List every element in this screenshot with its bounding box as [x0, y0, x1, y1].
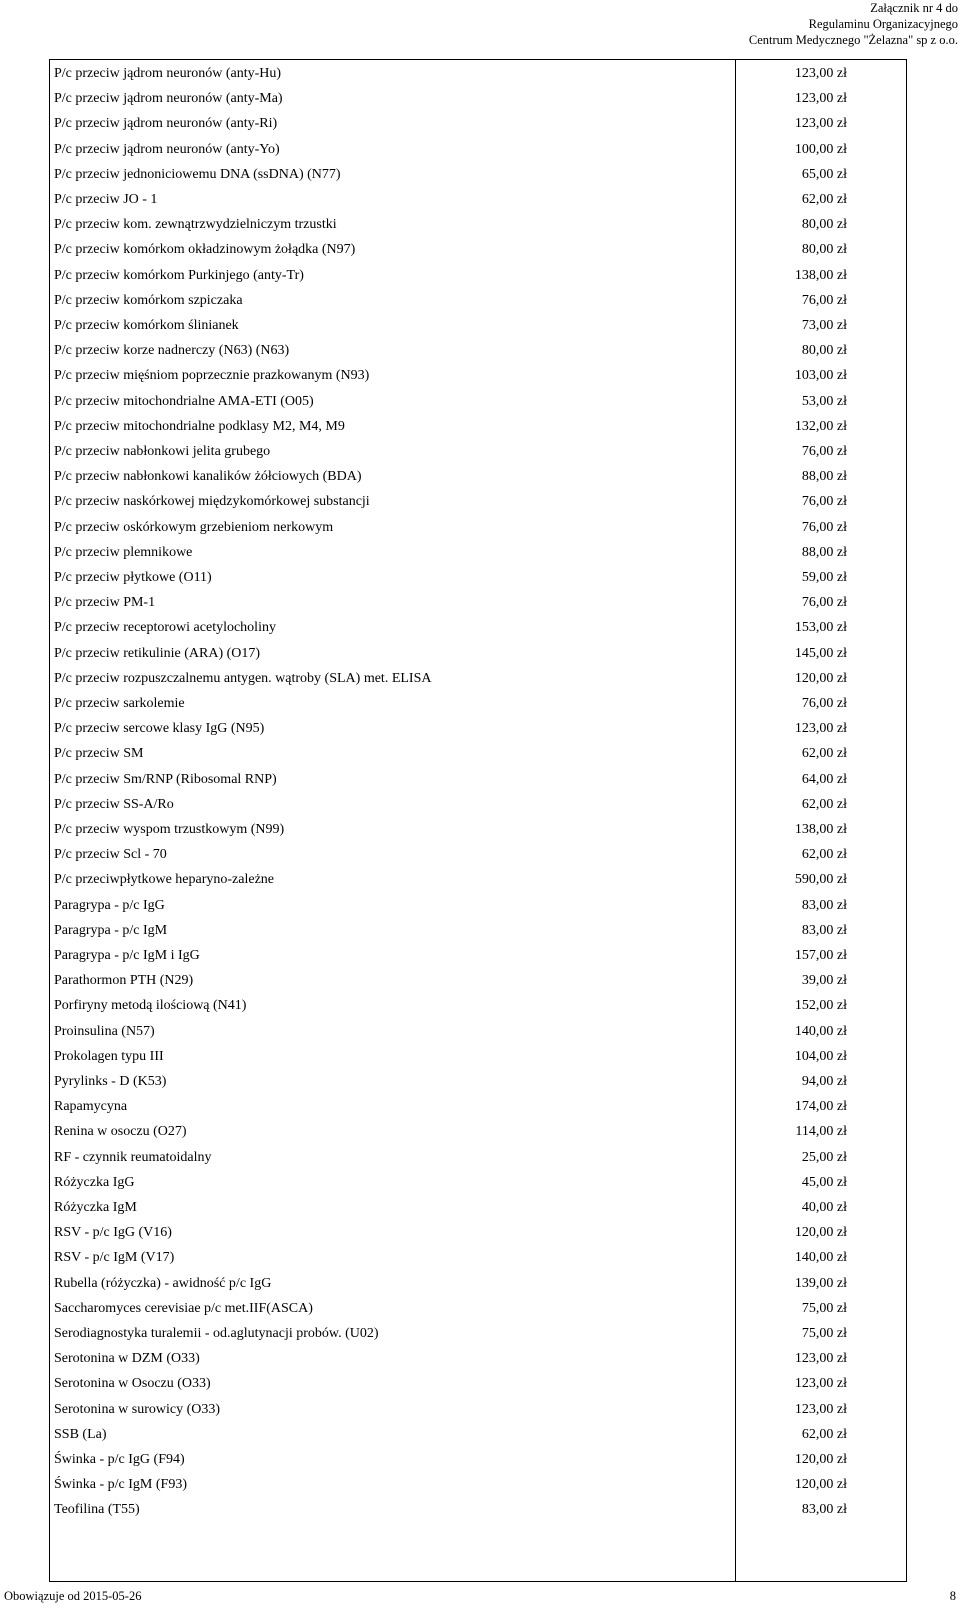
- test-price: 120,00 zł: [794, 670, 847, 686]
- table-row: [52, 389, 907, 414]
- table-row: [52, 918, 907, 943]
- table-row: [52, 187, 907, 212]
- test-price: 75,00 zł: [801, 1326, 847, 1341]
- table-row: [52, 1497, 907, 1522]
- test-price: 120,00 zł: [794, 1452, 847, 1467]
- table-row: [52, 993, 907, 1018]
- test-price: 76,00 zł: [801, 519, 847, 535]
- test-price: 157,00 zł: [794, 948, 847, 963]
- test-price: 103,00 zł: [794, 368, 847, 384]
- test-price: 139,00 zł: [794, 1275, 847, 1291]
- test-price: 152,00 zł: [794, 998, 847, 1014]
- test-price: 59,00 zł: [801, 570, 847, 585]
- test-name: Świnka - p/c IgG (F94): [54, 1452, 185, 1467]
- table-row: [52, 1271, 907, 1296]
- table-row: [52, 867, 907, 892]
- table-row: [52, 641, 907, 666]
- test-price: 25,00 zł: [801, 1149, 847, 1165]
- test-name: Proinsulina (N57): [54, 1023, 155, 1039]
- test-price: 140,00 zł: [794, 1023, 847, 1039]
- test-price: 83,00 zł: [801, 1502, 847, 1518]
- table-row: [52, 111, 907, 136]
- table-row: [52, 61, 907, 86]
- test-name: P/c przeciw wyspom trzustkowym (N99): [54, 822, 285, 837]
- test-name: Serodiagnostyka turalemii - od.aglutynacji probów. (U02): [54, 1326, 379, 1341]
- table-row: [52, 1296, 907, 1321]
- table-row: [52, 590, 907, 615]
- test-price: 73,00 zł: [801, 318, 847, 333]
- table-row: [52, 540, 907, 565]
- table-row: [52, 741, 907, 766]
- test-name: P/c przeciw komórkom okładzinowym żołądka (N97): [54, 242, 356, 258]
- test-name: P/c przeciw płytkowe (O11): [54, 570, 212, 585]
- test-name: Pyrylinks - D (K53): [54, 1074, 167, 1089]
- test-name: P/c przeciw JO - 1: [54, 192, 158, 207]
- test-name: P/c przeciw mitochondrialne AMA-ETI (O05): [54, 393, 314, 409]
- test-name: P/c przeciw oskórkowym grzebieniom nerkowym: [54, 519, 334, 535]
- table-row: [52, 464, 907, 489]
- test-name: P/c przeciw receptorowi acetylocholiny: [54, 620, 276, 636]
- test-price: 123,00 zł: [794, 1401, 847, 1417]
- test-price: 100,00 zł: [794, 141, 847, 157]
- table-row: [52, 767, 907, 792]
- test-price: 88,00 zł: [801, 469, 847, 485]
- table-row: [52, 842, 907, 867]
- table-row: [52, 666, 907, 691]
- test-price: 104,00 zł: [794, 1048, 847, 1064]
- test-name: P/c przeciw jądrom neuronów (anty-Ma): [54, 91, 283, 107]
- test-price: 114,00 zł: [795, 1124, 847, 1140]
- test-name: Paragrypa - p/c IgG: [54, 897, 165, 913]
- table-row: [52, 1170, 907, 1195]
- table-row: [52, 1094, 907, 1119]
- test-price: 76,00 zł: [801, 696, 847, 711]
- table-row: [52, 237, 907, 262]
- table-row: [52, 1044, 907, 1069]
- test-name: P/c przeciw Sm/RNP (Ribosomal RNP): [54, 771, 277, 787]
- header-regulation-line: Regulaminu Organizacyjnego: [808, 17, 958, 31]
- test-name: Parathormon PTH (N29): [54, 973, 194, 989]
- test-price: 123,00 zł: [794, 721, 847, 737]
- table-row: [52, 86, 907, 111]
- table-row: [52, 212, 907, 237]
- test-price: 123,00 zł: [794, 91, 847, 107]
- table-row: [52, 288, 907, 313]
- test-price: 62,00 zł: [801, 1426, 847, 1442]
- header-center-line: Centrum Medycznego "Żelazna" sp z o.o.: [748, 33, 958, 47]
- test-name: Prokolagen typu III: [54, 1048, 164, 1064]
- test-name: Świnka - p/c IgM (F93): [54, 1477, 187, 1493]
- test-name: P/c przeciw jądrom neuronów (anty-Hu): [54, 66, 282, 81]
- test-name: Paragrypa - p/c IgM i IgG: [54, 948, 200, 963]
- test-price: 123,00 zł: [794, 66, 847, 81]
- test-name: Teofilina (T55): [54, 1502, 140, 1518]
- table-row: [52, 1472, 907, 1497]
- test-name: P/c przeciw korze nadnerczy (N63) (N63): [54, 343, 290, 359]
- table-row: [52, 615, 907, 640]
- table-row: [52, 1422, 907, 1447]
- table-row: [52, 1397, 907, 1422]
- test-name: P/c przeciw jednoniciowemu DNA (ssDNA) (N77): [54, 166, 341, 182]
- table-row: [52, 1145, 907, 1170]
- test-name: P/c przeciw nabłonkowi jelita grubego: [54, 444, 271, 459]
- test-price: 94,00 zł: [801, 1074, 847, 1089]
- table-row: [52, 1195, 907, 1220]
- test-name: RF - czynnik reumatoidalny: [54, 1149, 212, 1165]
- test-name: Paragrypa - p/c IgM: [54, 922, 168, 938]
- test-price: 65,00 zł: [801, 166, 847, 182]
- test-name: P/c przeciw sercowe klasy IgG (N95): [54, 721, 265, 737]
- test-price: 132,00 zł: [794, 418, 847, 434]
- table-row: [52, 792, 907, 817]
- table-row: [52, 414, 907, 439]
- table-row: [52, 943, 907, 968]
- table-row: [52, 565, 907, 590]
- table-row: [52, 363, 907, 388]
- test-price: 138,00 zł: [794, 822, 847, 837]
- test-name: P/c przeciw komórkom ślinianek: [54, 318, 239, 333]
- table-row: [52, 1447, 907, 1472]
- test-price: 174,00 zł: [794, 1099, 847, 1115]
- test-name: P/c przeciw SS-A/Ro: [54, 796, 174, 812]
- test-name: P/c przeciw jądrom neuronów (anty-Ri): [54, 116, 278, 132]
- table-row: [52, 162, 907, 187]
- test-price: 140,00 zł: [794, 1250, 847, 1266]
- test-price: 75,00 zł: [801, 1300, 847, 1316]
- test-name: RSV - p/c IgG (V16): [54, 1225, 172, 1241]
- table-row: [52, 716, 907, 741]
- table-row: [52, 489, 907, 514]
- test-price: 80,00 zł: [801, 343, 847, 359]
- table-row: [52, 968, 907, 993]
- test-price: 145,00 zł: [794, 645, 847, 661]
- test-name: P/c przeciw mitochondrialne podklasy M2, M4, M9: [54, 418, 345, 434]
- table-row: [52, 338, 907, 363]
- test-price: 62,00 zł: [801, 796, 847, 812]
- test-price: 62,00 zł: [801, 192, 847, 207]
- test-price: 80,00 zł: [801, 242, 847, 258]
- test-name: P/c przeciw mięśniom poprzecznie prazkowanym (N93): [54, 368, 370, 384]
- test-name: P/c przeciw naskórkowej międzykomórkowej substancji: [54, 494, 370, 510]
- test-price: 76,00 zł: [801, 292, 847, 308]
- table-row: [52, 1346, 907, 1371]
- test-name: Renina w osoczu (O27): [54, 1124, 187, 1140]
- test-name: Porfiryny metodą ilościową (N41): [54, 998, 247, 1014]
- test-name: Serotonina w surowicy (O33): [54, 1401, 221, 1417]
- test-name: Saccharomyces cerevisiae p/c met.IIF(ASCA): [54, 1300, 313, 1316]
- valid-from-note: Obowiązuje od 2015-05-26: [4, 1589, 142, 1603]
- test-price: 120,00 zł: [794, 1477, 847, 1493]
- test-price: 83,00 zł: [801, 897, 847, 913]
- test-price: 80,00 zł: [801, 217, 847, 233]
- table-row: [52, 1371, 907, 1396]
- test-name: P/c przeciw komórkom szpiczaka: [54, 292, 243, 308]
- test-name: Rubella (różyczka) - awidność p/c IgG: [54, 1275, 272, 1291]
- table-row: [52, 1119, 907, 1144]
- document-header: [618, 0, 958, 48]
- test-name: P/c przeciw komórkom Purkinjego (anty-Tr): [54, 267, 304, 283]
- test-price: 76,00 zł: [801, 444, 847, 459]
- test-name: RSV - p/c IgM (V17): [54, 1250, 175, 1266]
- table-row: [52, 137, 907, 162]
- table-row: [52, 515, 907, 540]
- header-annex-line: Załącznik nr 4 do: [870, 1, 958, 15]
- table-row: [52, 1019, 907, 1044]
- test-price: 153,00 zł: [794, 620, 847, 636]
- test-price: 76,00 zł: [801, 595, 847, 611]
- test-name: Rapamycyna: [54, 1099, 128, 1115]
- table-row: [52, 1245, 907, 1270]
- test-price: 123,00 zł: [794, 116, 847, 132]
- test-price: 53,00 zł: [801, 393, 847, 409]
- test-name: P/c przeciw sarkolemie: [54, 696, 185, 711]
- test-name: P/c przeciw SM: [54, 746, 144, 762]
- test-price: 62,00 zł: [801, 847, 847, 863]
- test-name: P/c przeciw retikulinie (ARA) (O17): [54, 645, 261, 661]
- test-name: Różyczka IgG: [54, 1174, 135, 1190]
- table-row: [52, 893, 907, 918]
- test-name: SSB (La): [54, 1426, 107, 1442]
- test-price: 45,00 zł: [801, 1174, 847, 1190]
- test-price: 590,00 zł: [794, 872, 847, 888]
- test-name: Serotonina w Osoczu (O33): [54, 1376, 211, 1392]
- test-price: 64,00 zł: [801, 771, 847, 787]
- table-row: [52, 313, 907, 338]
- table-row: [52, 691, 907, 716]
- test-price: 39,00 zł: [801, 973, 847, 989]
- test-name: P/c przeciw PM-1: [54, 595, 156, 611]
- test-price: 120,00 zł: [794, 1225, 847, 1241]
- test-name: P/c przeciw kom. zewnątrzwydzielniczym trzustki: [54, 217, 337, 233]
- test-name: P/c przeciw Scl - 70: [54, 847, 167, 863]
- page-number: 8: [949, 1589, 956, 1603]
- test-name: Różyczka IgM: [54, 1200, 137, 1215]
- table-row: [52, 439, 907, 464]
- test-name: P/c przeciw jądrom neuronów (anty-Yo): [54, 141, 280, 157]
- test-name: P/c przeciw rozpuszczalnemu antygen. wątroby (SLA) met. ELISA: [54, 670, 432, 686]
- test-price: 123,00 zł: [794, 1376, 847, 1392]
- table-row: [52, 1220, 907, 1245]
- test-price: 40,00 zł: [801, 1200, 847, 1215]
- test-price: 83,00 zł: [801, 922, 847, 938]
- test-price: 88,00 zł: [801, 544, 847, 560]
- test-name: P/c przeciw nabłonkowi kanalików żółciowych (BDA): [54, 469, 362, 485]
- test-price: 76,00 zł: [801, 494, 847, 510]
- test-name: P/c przeciw plemnikowe: [54, 544, 193, 560]
- table-row: [52, 817, 907, 842]
- test-price: 138,00 zł: [794, 267, 847, 283]
- table-row: [52, 1321, 907, 1346]
- test-price: 123,00 zł: [794, 1351, 847, 1367]
- test-name: P/c przeciwpłytkowe heparyno-zależne: [54, 872, 275, 888]
- test-name: Serotonina w DZM (O33): [54, 1351, 200, 1367]
- test-price: 62,00 zł: [801, 746, 847, 762]
- table-row: [52, 263, 907, 288]
- table-row: [52, 1069, 907, 1094]
